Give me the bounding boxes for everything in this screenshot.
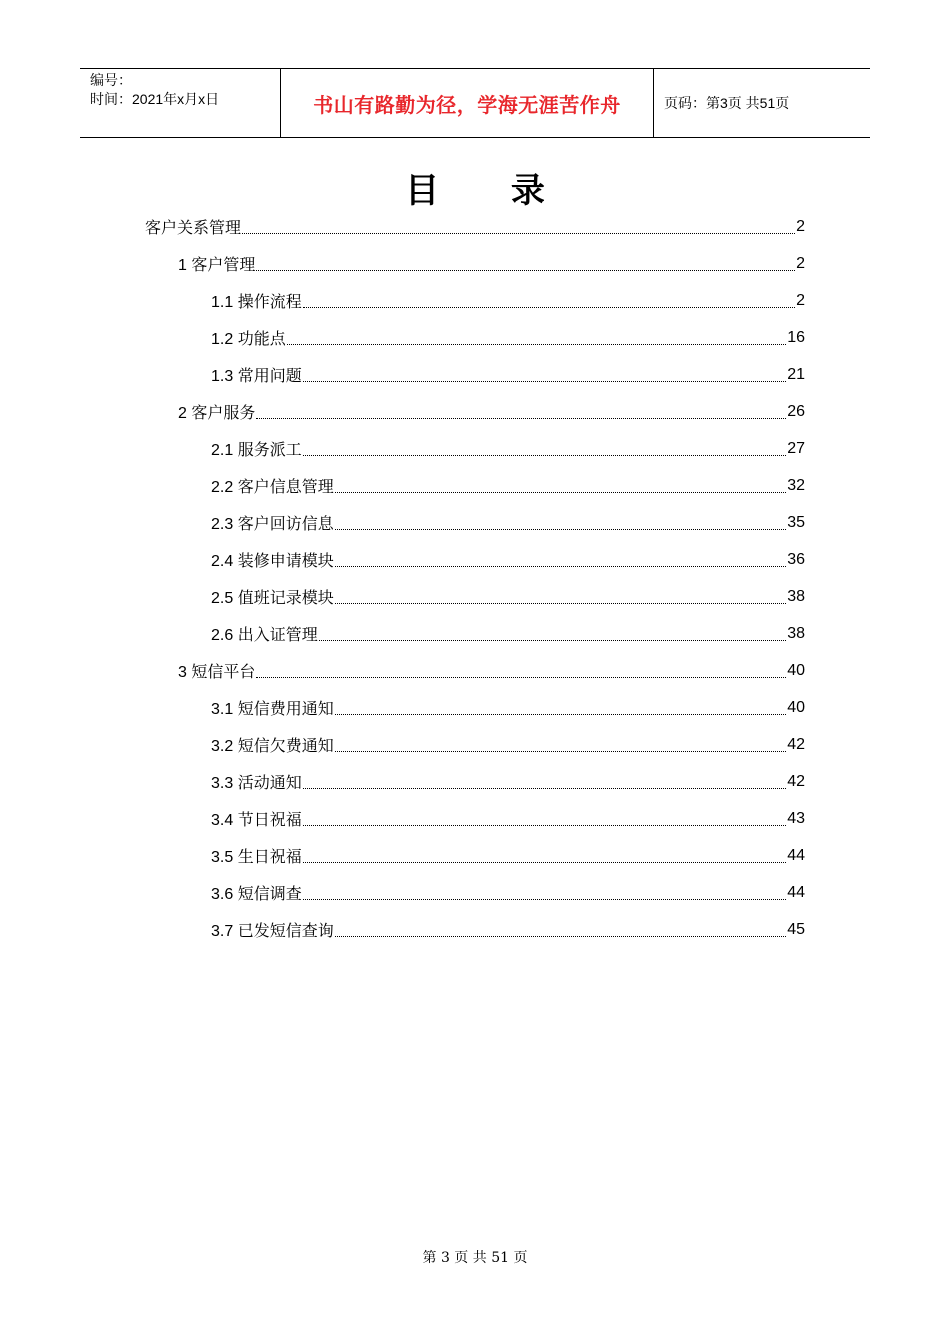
toc-leader-dots	[335, 751, 787, 752]
toc-entry-label: 3.4 节日祝福	[211, 812, 302, 829]
toc-entry-page: 38	[787, 624, 805, 642]
toc-leader-dots	[319, 640, 787, 641]
toc-entry-label: 1 客户管理	[178, 257, 256, 274]
toc-entry[interactable]	[211, 356, 805, 393]
toc-entry[interactable]	[211, 504, 805, 541]
toc-entry-label: 2.5 值班记录模块	[211, 590, 334, 607]
toc-entry-page: 16	[787, 328, 805, 346]
toc-entry[interactable]	[211, 763, 805, 800]
toc-entry-page: 21	[787, 365, 805, 383]
toc-entry-page: 45	[787, 920, 805, 938]
toc-leader-dots	[303, 899, 787, 900]
toc-entry-label: 2.3 客户回访信息	[211, 516, 334, 533]
toc-entry-page: 40	[787, 698, 805, 716]
toc-entry-page: 43	[787, 809, 805, 827]
toc-leader-dots	[303, 307, 795, 308]
page-header	[80, 68, 870, 138]
toc-entry[interactable]	[211, 430, 805, 467]
toc-entry-page: 42	[787, 772, 805, 790]
toc-leader-dots	[256, 418, 786, 419]
toc-leader-dots	[303, 825, 787, 826]
toc-entry[interactable]	[211, 541, 805, 578]
toc-entry-page: 35	[787, 513, 805, 531]
toc-entry-page: 2	[796, 254, 805, 272]
toc-entry-label: 1.2 功能点	[211, 331, 286, 348]
toc-leader-dots	[335, 529, 787, 530]
toc-entry-label: 2.4 装修申请模块	[211, 553, 334, 570]
toc-entry-label: 2.6 出入证管理	[211, 627, 318, 644]
toc-entry[interactable]	[145, 208, 805, 245]
toc-leader-dots	[287, 344, 787, 345]
toc-entry-page: 38	[787, 587, 805, 605]
toc-entry-label: 2 客户服务	[178, 405, 256, 422]
toc-entry[interactable]	[178, 245, 805, 282]
toc-leader-dots	[303, 788, 787, 789]
header-time: 时间：2021年x月x日	[90, 91, 220, 107]
toc-entry[interactable]	[211, 282, 805, 319]
toc-entry-page: 27	[787, 439, 805, 457]
toc-entry[interactable]	[211, 911, 805, 948]
toc-title: 目 录	[405, 171, 575, 211]
toc-entry-label: 3.3 活动通知	[211, 775, 302, 792]
toc-entry-page: 2	[796, 217, 805, 235]
toc-entry[interactable]	[178, 393, 805, 430]
toc-entry[interactable]	[211, 837, 805, 874]
toc-leader-dots	[335, 603, 787, 604]
toc-leader-dots	[256, 270, 795, 271]
toc-leader-dots	[256, 677, 786, 678]
toc-entry-page: 44	[787, 846, 805, 864]
toc-entry-label: 客户关系管理	[145, 220, 242, 237]
toc-entry-label: 3.1 短信费用通知	[211, 701, 334, 718]
toc-entry[interactable]	[211, 467, 805, 504]
toc-entry-label: 3.5 生日祝福	[211, 849, 302, 866]
toc-entry[interactable]	[211, 615, 805, 652]
toc-entry-page: 44	[787, 883, 805, 901]
toc-leader-dots	[303, 455, 787, 456]
toc-entry-label: 3.7 已发短信查询	[211, 923, 334, 940]
toc-entry[interactable]	[211, 578, 805, 615]
toc-leader-dots	[335, 566, 787, 567]
toc-entry-page: 32	[787, 476, 805, 494]
toc-entry-page: 40	[787, 661, 805, 679]
toc-entry[interactable]	[211, 319, 805, 356]
toc-entry-page: 2	[796, 291, 805, 309]
toc-entry-label: 3.6 短信调查	[211, 886, 302, 903]
toc-entry[interactable]	[211, 726, 805, 763]
toc-leader-dots	[335, 936, 787, 937]
toc-entry-page: 42	[787, 735, 805, 753]
header-motto: 书山有路勤为径，学海无涯苦作舟	[281, 69, 654, 137]
toc-entry-label: 1.1 操作流程	[211, 294, 302, 311]
toc-entry[interactable]	[211, 689, 805, 726]
toc-entry-label: 1.3 常用问题	[211, 368, 302, 385]
toc-entry-page: 26	[787, 402, 805, 420]
toc-entry-page: 36	[787, 550, 805, 568]
header-meta	[80, 69, 281, 137]
toc-entry[interactable]	[178, 652, 805, 689]
toc-leader-dots	[303, 862, 787, 863]
toc-leader-dots	[335, 492, 787, 493]
toc-leader-dots	[335, 714, 787, 715]
toc-entry-label: 3.2 短信欠费通知	[211, 738, 334, 755]
toc-leader-dots	[242, 233, 795, 234]
page-footer: 第 3 页 共 51 页	[422, 1250, 528, 1266]
header-number: 编号：	[90, 72, 132, 88]
toc-entry-label: 2.1 服务派工	[211, 442, 302, 459]
toc-entry[interactable]	[211, 874, 805, 911]
header-page-info: 页码：第3页 共51页	[664, 95, 790, 111]
toc-entry[interactable]	[211, 800, 805, 837]
toc-entry-label: 2.2 客户信息管理	[211, 479, 334, 496]
toc-entry-label: 3 短信平台	[178, 664, 256, 681]
toc-leader-dots	[303, 381, 787, 382]
